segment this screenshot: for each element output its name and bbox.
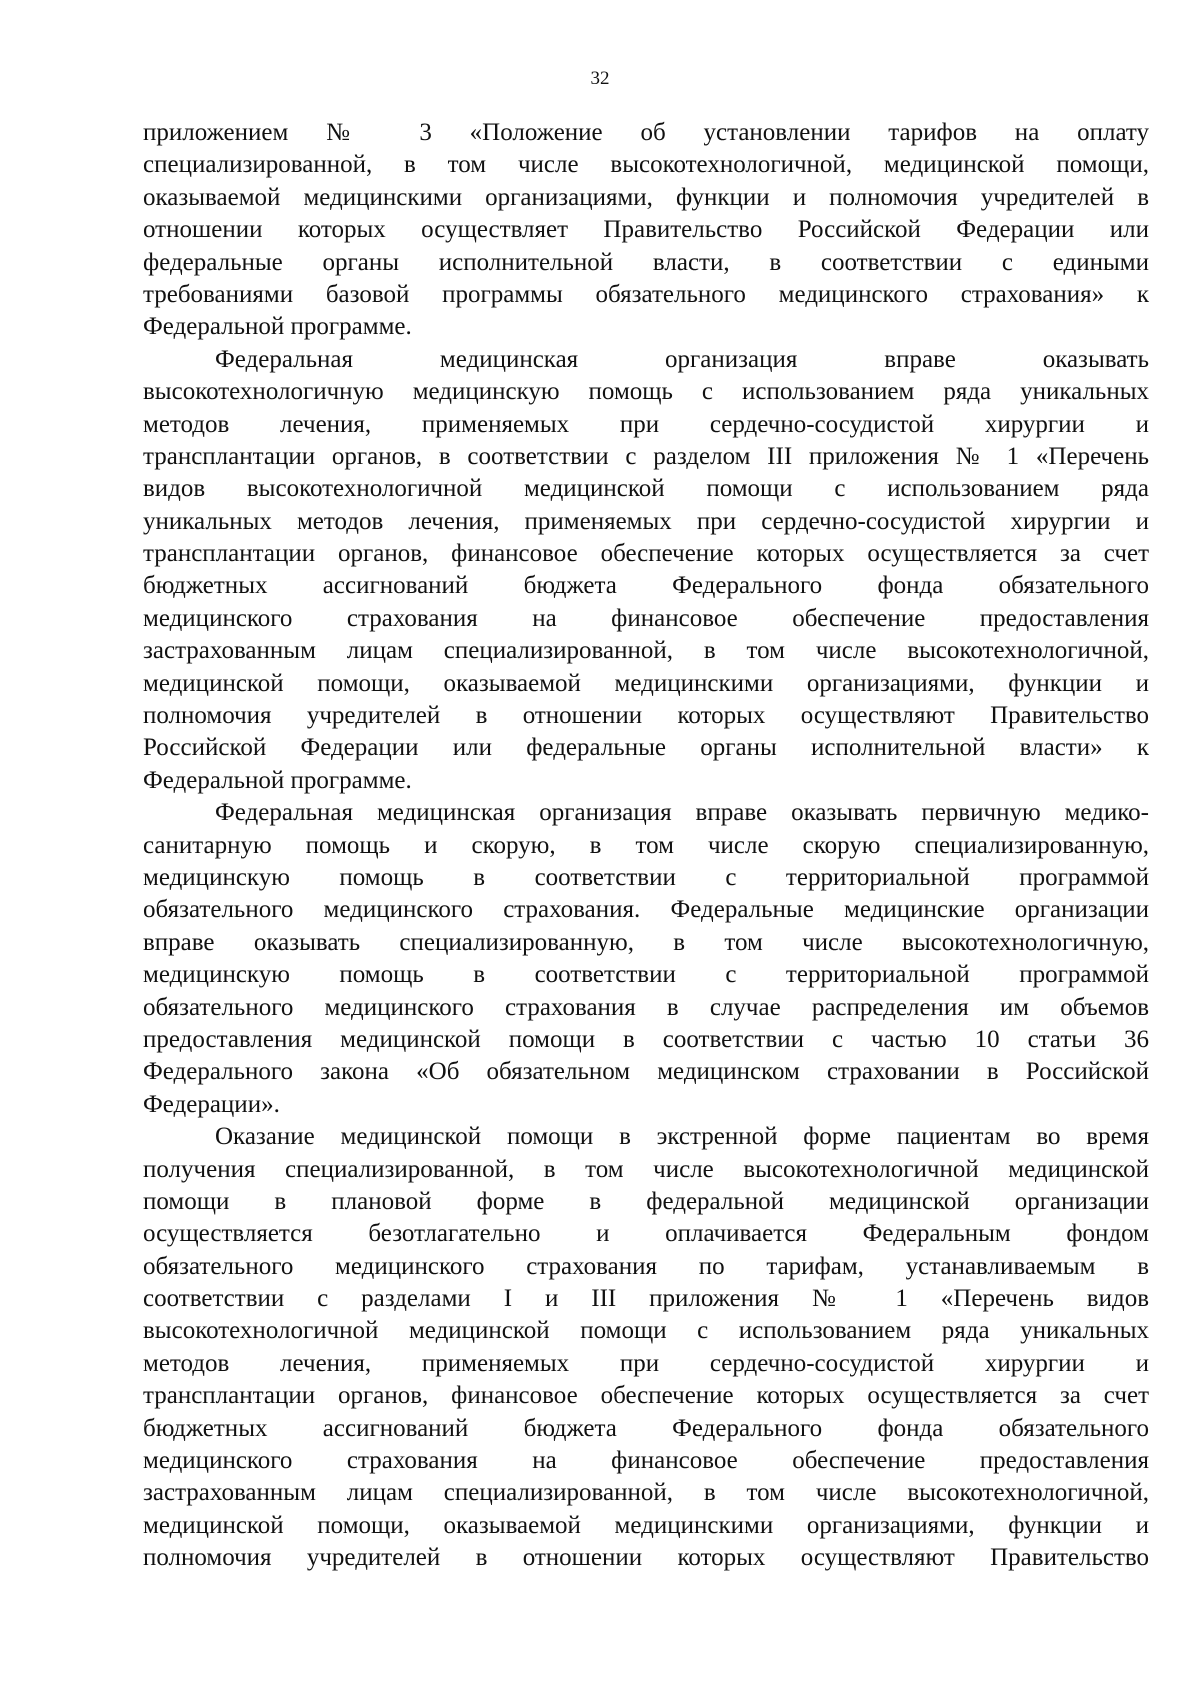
text-line: высокотехнологичную медицинскую помощь с использованием ряда уникальных xyxy=(143,378,1149,406)
text-line: бюджетных ассигнований бюджета Федерального фонда обязательного xyxy=(143,572,1149,600)
text-line: трансплантации органов, в соответствии с разделом III приложения № 1 «Перечень xyxy=(143,442,1149,470)
text-line: Федеральная медицинская организация вправе оказывать xyxy=(215,345,1149,373)
text-line: Федерального закона «Об обязательном медицинском страховании в Российской xyxy=(143,1058,1149,1086)
text-line: вправе оказывать специализированную, в том числе высокотехнологичную, xyxy=(143,928,1149,956)
paragraph xyxy=(143,797,1149,1121)
text-line: Федеральной программе. xyxy=(143,313,412,341)
paragraph xyxy=(143,344,1149,797)
text-line: оказываемой медицинскими организациями, функции и полномочия учредителей в xyxy=(143,183,1149,211)
text-line: Оказание медицинской помощи в экстренной форме пациентам во время xyxy=(215,1123,1149,1151)
text-line: трансплантации органов, финансовое обеспечение которых осуществляется за счет xyxy=(143,540,1149,568)
text-line: высокотехнологичной медицинской помощи с использованием ряда уникальных xyxy=(143,1317,1149,1345)
text-line: отношении которых осуществляет Правительство Российской Федерации или xyxy=(143,216,1149,244)
text-line: обязательного медицинского страхования по тарифам, устанавливаемым в xyxy=(143,1252,1149,1280)
text-line: осуществляется безотлагательно и оплачивается Федеральным фондом xyxy=(143,1220,1149,1248)
page-number: 32 xyxy=(590,68,610,89)
text-line: федеральные органы исполнительной власти, в соответствии с едиными xyxy=(143,248,1149,276)
text-line: специализированной, в том числе высокотехнологичной, медицинской помощи, xyxy=(143,151,1149,179)
paragraph xyxy=(143,117,1149,344)
text-line: трансплантации органов, финансовое обеспечение которых осуществляется за счет xyxy=(143,1382,1149,1410)
text-line: получения специализированной, в том числе высокотехнологичной медицинской xyxy=(143,1155,1149,1183)
text-line: обязательного медицинского страхования. Федеральные медицинские организации xyxy=(143,896,1149,924)
text-line: помощи в плановой форме в федеральной медицинской организации xyxy=(143,1187,1149,1215)
text-line: приложением № 3 «Положение об установлении тарифов на оплату xyxy=(143,119,1149,146)
text-line: полномочия учредителей в отношении которых осуществляют Правительство xyxy=(143,1544,1149,1572)
text-line: методов лечения, применяемых при сердечно-сосудистой хирургии и xyxy=(143,1349,1149,1377)
text-line: уникальных методов лечения, применяемых при сердечно-сосудистой хирургии и xyxy=(143,507,1149,535)
text-line: бюджетных ассигнований бюджета Федерального фонда обязательного xyxy=(143,1414,1149,1442)
text-line: медицинского страхования на финансовое обеспечение предоставления xyxy=(143,604,1149,632)
text-line: медицинской помощи, оказываемой медицинскими организациями, функции и xyxy=(143,669,1149,697)
paragraph xyxy=(143,1121,1149,1574)
text-line: санитарную помощь и скорую, в том числе скорую специализированную, xyxy=(143,831,1149,859)
text-line: медицинскую помощь в соответствии с территориальной программой xyxy=(143,863,1149,891)
text-line: предоставления медицинской помощи в соответствии с частью 10 статьи 36 xyxy=(143,1025,1149,1053)
text-line: медицинской помощи, оказываемой медицинскими организациями, функции и xyxy=(143,1511,1149,1539)
text-line: методов лечения, применяемых при сердечно-сосудистой хирургии и xyxy=(143,410,1149,438)
text-line: Российской Федерации или федеральные органы исполнительной власти» к xyxy=(143,734,1149,762)
document-body xyxy=(143,117,1149,1575)
text-line: Федеральной программе. xyxy=(143,766,412,794)
text-line: застрахованным лицам специализированной, в том числе высокотехнологичной, xyxy=(143,637,1149,665)
text-line: видов высокотехнологичной медицинской помощи с использованием ряда xyxy=(143,475,1149,503)
text-line: обязательного медицинского страхования в случае распределения им объемов xyxy=(143,993,1149,1021)
text-line: требованиями базовой программы обязательного медицинского страхования» к xyxy=(143,280,1149,308)
text-line: Федерации». xyxy=(143,1090,280,1118)
text-line: Федеральная медицинская организация вправе оказывать первичную медико- xyxy=(215,799,1149,827)
text-line: соответствии с разделами I и III приложения № 1 «Перечень видов xyxy=(143,1285,1149,1313)
text-line: полномочия учредителей в отношении которых осуществляют Правительство xyxy=(143,702,1149,730)
text-line: застрахованным лицам специализированной, в том числе высокотехнологичной, xyxy=(143,1479,1149,1507)
text-line: медицинского страхования на финансовое обеспечение предоставления xyxy=(143,1447,1149,1475)
text-line: медицинскую помощь в соответствии с территориальной программой xyxy=(143,961,1149,989)
